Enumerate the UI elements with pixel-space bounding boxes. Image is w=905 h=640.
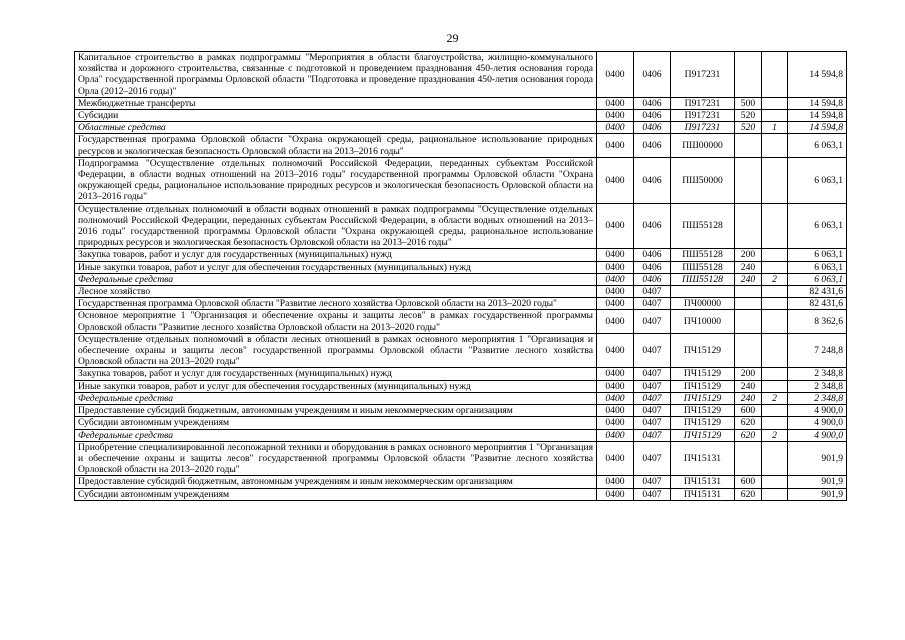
row-subsection: 0407 [634, 488, 671, 500]
row-target-article: ПШ50000 [671, 157, 735, 203]
row-subsection: 0406 [634, 157, 671, 203]
row-name: Областные средства [75, 122, 597, 134]
row-amount: 7 248,8 [788, 333, 847, 368]
row-target-article: ПЧ15131 [671, 488, 735, 500]
row-name: Иные закупки товаров, работ и услуг для обеспечения государственных (муниципальных) нужд [75, 380, 597, 392]
budget-table [74, 51, 847, 501]
row-name: Субсидии автономным учреждениям [75, 417, 597, 429]
row-target-article: ПЧ15129 [671, 429, 735, 441]
table-row [75, 261, 847, 273]
row-section: 0400 [597, 298, 634, 310]
row-name: Закупка товаров, работ и услуг для государственных (муниципальных) нужд [75, 249, 597, 261]
row-target-article: ПЧ15129 [671, 392, 735, 404]
row-expense-type: 240 [735, 380, 762, 392]
row-section: 0400 [597, 392, 634, 404]
row-target-article: П917231 [671, 110, 735, 122]
row-source: 2 [762, 392, 788, 404]
row-section: 0400 [597, 273, 634, 285]
row-section: 0400 [597, 261, 634, 273]
row-subsection: 0407 [634, 380, 671, 392]
table-row [75, 488, 847, 500]
row-section: 0400 [597, 488, 634, 500]
row-section: 0400 [597, 122, 634, 134]
row-amount: 14 594,8 [788, 97, 847, 109]
row-expense-type: 620 [735, 488, 762, 500]
row-subsection: 0406 [634, 122, 671, 134]
table-row [75, 157, 847, 203]
row-section: 0400 [597, 134, 634, 157]
row-source [762, 134, 788, 157]
row-expense-type: 600 [735, 476, 762, 488]
row-expense-type: 240 [735, 273, 762, 285]
row-expense-type [735, 157, 762, 203]
row-name: Субсидии автономным учреждениям [75, 488, 597, 500]
row-subsection: 0406 [634, 134, 671, 157]
row-section: 0400 [597, 52, 634, 98]
row-name: Капитальное строительство в рамках подпрограммы "Мероприятия в области благоустройства, жилищно-коммунального хозяйства и дорожного строительства, связанные с подготовкой и проведением празднования 450-летия основания города Орла" государственной программы Орловской области "Подготовка и проведение празднования 450-летия основания города Орла (2012–2016 годы)" [75, 52, 597, 98]
row-section: 0400 [597, 203, 634, 249]
row-target-article: ПЧ15129 [671, 405, 735, 417]
row-name: Закупка товаров, работ и услуг для государственных (муниципальных) нужд [75, 368, 597, 380]
row-name: Предоставление субсидий бюджетным, автономным учреждениям и иным некоммерческим организациям [75, 476, 597, 488]
row-amount: 6 063,1 [788, 203, 847, 249]
row-source [762, 249, 788, 261]
row-source [762, 333, 788, 368]
row-amount: 2 348,8 [788, 380, 847, 392]
table-row [75, 52, 847, 98]
row-amount: 6 063,1 [788, 249, 847, 261]
row-expense-type [735, 441, 762, 476]
row-subsection: 0407 [634, 368, 671, 380]
row-amount: 82 431,6 [788, 298, 847, 310]
row-amount: 6 063,1 [788, 261, 847, 273]
row-subsection: 0406 [634, 52, 671, 98]
row-expense-type: 240 [735, 392, 762, 404]
row-target-article: ПЧ10000 [671, 310, 735, 333]
row-section: 0400 [597, 110, 634, 122]
table-row [75, 392, 847, 404]
row-target-article: ПЧ15129 [671, 333, 735, 368]
row-expense-type [735, 310, 762, 333]
row-source [762, 286, 788, 298]
row-name: Лесное хозяйство [75, 286, 597, 298]
row-source [762, 417, 788, 429]
table-row [75, 368, 847, 380]
row-target-article [671, 286, 735, 298]
row-target-article: ПШ55128 [671, 203, 735, 249]
row-amount: 82 431,6 [788, 286, 847, 298]
row-name: Государственная программа Орловской области "Развитие лесного хозяйства Орловской области на 2013–2020 годы" [75, 298, 597, 310]
row-target-article: ПЧ15131 [671, 441, 735, 476]
budget-table-body [75, 52, 847, 501]
row-amount: 6 063,1 [788, 157, 847, 203]
table-row [75, 273, 847, 285]
row-subsection: 0407 [634, 392, 671, 404]
row-section: 0400 [597, 380, 634, 392]
row-amount: 901,9 [788, 476, 847, 488]
row-name: Федеральные средства [75, 429, 597, 441]
row-expense-type: 200 [735, 368, 762, 380]
row-source [762, 488, 788, 500]
row-source [762, 380, 788, 392]
row-subsection: 0407 [634, 441, 671, 476]
row-subsection: 0407 [634, 310, 671, 333]
row-expense-type: 520 [735, 122, 762, 134]
row-subsection: 0406 [634, 203, 671, 249]
row-expense-type: 200 [735, 249, 762, 261]
table-row [75, 110, 847, 122]
row-name: Федеральные средства [75, 273, 597, 285]
row-source: 2 [762, 273, 788, 285]
row-target-article: ПШ00000 [671, 134, 735, 157]
row-subsection: 0407 [634, 405, 671, 417]
table-row [75, 333, 847, 368]
row-name: Приобретение специализированной лесопожарной техники и оборудования в рамках основного мероприятия 1 "Организация и обеспечение охраны и защиты лесов" государственной программы Орловской области "Развитие лесного хозяйства Орловской области на 2013–2020 годы" [75, 441, 597, 476]
row-expense-type [735, 333, 762, 368]
row-source [762, 52, 788, 98]
row-section: 0400 [597, 368, 634, 380]
row-amount: 4 900,0 [788, 429, 847, 441]
row-name: Межбюджетные трансферты [75, 97, 597, 109]
row-section: 0400 [597, 417, 634, 429]
row-expense-type [735, 134, 762, 157]
row-subsection: 0407 [634, 429, 671, 441]
table-row [75, 417, 847, 429]
row-section: 0400 [597, 441, 634, 476]
row-subsection: 0407 [634, 417, 671, 429]
row-source [762, 157, 788, 203]
row-expense-type [735, 203, 762, 249]
row-subsection: 0407 [634, 476, 671, 488]
row-target-article: ПЧ15131 [671, 476, 735, 488]
row-expense-type [735, 298, 762, 310]
row-section: 0400 [597, 310, 634, 333]
row-section: 0400 [597, 97, 634, 109]
row-target-article: П917231 [671, 122, 735, 134]
table-row [75, 405, 847, 417]
table-row [75, 134, 847, 157]
row-name: Подпрограмма "Осуществление отдельных полномочий Российской Федерации, переданных субъектам Российской Федерации, в области водных отношений на 2013–2016 годы" государственной программы Орловской области "Охрана окружающей среды, рациональное использование природных ресурсов и экологическая безопасность Орловской области на 2013–2016 годы" [75, 157, 597, 203]
row-expense-type: 620 [735, 429, 762, 441]
row-name: Предоставление субсидий бюджетным, автономным учреждениям и иным некоммерческим организациям [75, 405, 597, 417]
row-source [762, 261, 788, 273]
table-row [75, 380, 847, 392]
page-number: 29 [446, 31, 459, 45]
row-source [762, 310, 788, 333]
row-subsection: 0406 [634, 110, 671, 122]
row-section: 0400 [597, 249, 634, 261]
row-expense-type: 240 [735, 261, 762, 273]
row-source [762, 368, 788, 380]
row-amount: 14 594,8 [788, 110, 847, 122]
table-row [75, 429, 847, 441]
row-subsection: 0407 [634, 298, 671, 310]
row-amount: 6 063,1 [788, 134, 847, 157]
row-source: 1 [762, 122, 788, 134]
row-section: 0400 [597, 157, 634, 203]
table-row [75, 476, 847, 488]
row-source: 2 [762, 429, 788, 441]
row-source [762, 97, 788, 109]
table-row [75, 122, 847, 134]
row-subsection: 0407 [634, 286, 671, 298]
row-subsection: 0407 [634, 333, 671, 368]
row-target-article: ПЧ15129 [671, 368, 735, 380]
row-subsection: 0406 [634, 261, 671, 273]
table-row [75, 203, 847, 249]
row-amount: 14 594,8 [788, 52, 847, 98]
row-source [762, 298, 788, 310]
row-target-article: П917231 [671, 97, 735, 109]
table-row [75, 441, 847, 476]
row-expense-type: 500 [735, 97, 762, 109]
row-amount: 901,9 [788, 441, 847, 476]
row-expense-type: 600 [735, 405, 762, 417]
row-amount: 6 063,1 [788, 273, 847, 285]
row-source [762, 476, 788, 488]
table-row [75, 310, 847, 333]
row-name: Иные закупки товаров, работ и услуг для обеспечения государственных (муниципальных) нужд [75, 261, 597, 273]
row-expense-type: 620 [735, 417, 762, 429]
row-source [762, 441, 788, 476]
row-section: 0400 [597, 429, 634, 441]
row-section: 0400 [597, 405, 634, 417]
row-amount: 8 362,6 [788, 310, 847, 333]
row-name: Основное мероприятие 1 "Организация и обеспечение охраны и защиты лесов" в рамках государственной программы Орловской области "Развитие лесного хозяйства Орловской области на 2013–2020 годы" [75, 310, 597, 333]
row-subsection: 0406 [634, 249, 671, 261]
row-target-article: ПШ55128 [671, 261, 735, 273]
row-amount: 2 348,8 [788, 368, 847, 380]
table-row [75, 249, 847, 261]
row-section: 0400 [597, 286, 634, 298]
table-row [75, 286, 847, 298]
row-target-article: ПШ55128 [671, 273, 735, 285]
row-target-article: П917231 [671, 52, 735, 98]
row-expense-type: 520 [735, 110, 762, 122]
row-name: Осуществление отдельных полномочий в области лесных отношений в рамках основного мероприятия 1 "Организация и обеспечение охраны и защиты лесов" государственной программы Орловской области "Развитие лесного хозяйства Орловской области на 2013–2020 годы" [75, 333, 597, 368]
row-source [762, 110, 788, 122]
row-name: Государственная программа Орловской области "Охрана окружающей среды, рациональное использование природных ресурсов и экологическая безопасность Орловской области на 2013–2016 годы" [75, 134, 597, 157]
row-subsection: 0406 [634, 273, 671, 285]
row-expense-type [735, 286, 762, 298]
row-expense-type [735, 52, 762, 98]
row-target-article: ПШ55128 [671, 249, 735, 261]
row-amount: 901,9 [788, 488, 847, 500]
row-section: 0400 [597, 476, 634, 488]
row-amount: 4 900,0 [788, 405, 847, 417]
row-amount: 14 594,8 [788, 122, 847, 134]
row-name: Федеральные средства [75, 392, 597, 404]
row-subsection: 0406 [634, 97, 671, 109]
row-target-article: ПЧ15129 [671, 380, 735, 392]
table-row [75, 97, 847, 109]
row-section: 0400 [597, 333, 634, 368]
row-source [762, 203, 788, 249]
row-amount: 4 900,0 [788, 417, 847, 429]
row-source [762, 405, 788, 417]
row-target-article: ПЧ15129 [671, 417, 735, 429]
row-target-article: ПЧ00000 [671, 298, 735, 310]
row-name: Осуществление отдельных полномочий в области водных отношений в рамках подпрограммы "Осуществление отдельных полномочий Российской Федерации, переданных субъектам Российской Федерации, в области водных отношений на 2013–2016 годы" государственной программы Орловской области "Охрана окружающей среды, рациональное использование природных ресурсов и экологическая безопасность Орловской области на 2013–2016 годы" [75, 203, 597, 249]
row-name: Субсидии [75, 110, 597, 122]
row-amount: 2 348,8 [788, 392, 847, 404]
table-row [75, 298, 847, 310]
